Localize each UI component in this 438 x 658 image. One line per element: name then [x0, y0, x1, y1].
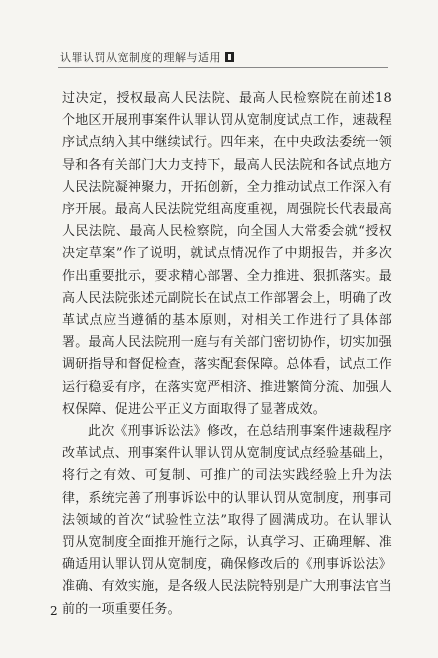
paragraph-1: 过决定，授权最高人民法院、最高人民检察院在前述18个地区开展刑事案件认罪认罚从宽制度试点工作，速裁程序试点纳入其中继续试行。四年来，在中央政法委统一领导和各有关部门大力支持下，最高人民法院和各试点地方人民法院凝神聚力，开拓创新，全力推动试点工作深入有序开展。最高人民法院党组高度重视，周强院长代表最高人民法院、最高人民检察院，向全国人大常委会就“授权决定草案”作了说明，就试点情况作了中期报告，并多次作出重要批示，要求精心部署、全力推进、狠抓落实。最高人民法院张述元副院长在试点工作部署会上，明确了改革试点应当遵循的基本原则，对相关工作进行了具体部署。最高人民法院刑一庭与有关部门密切协作，切实加强调研指导和督促检查，落实配套保障。总体看，试点工作运行稳妥有序，在落实宽严相济、推进繁简分流、加强人权保障、促进公平正义方面取得了显著成效。 [62, 91, 393, 417]
header-rule [58, 67, 388, 68]
faint-watermark-stamp [175, 500, 265, 507]
running-head [60, 49, 234, 65]
body-text [62, 88, 392, 621]
paragraph-2: 此次《刑事诉讼法》修改，在总结刑事案件速裁程序改革试点、刑事案件认罪认罚从宽制度试点经验基础上，将行之有效、可复制、可推广的司法实践经验上升为法律，系统完善了刑事诉讼中的认罪认罚从宽制度，刑事司法领域的首次“试验性立法”取得了圆满成功。在认罪认罚从宽制度全面推开施行之际，认真学习、正确理解、准确适用认罪认罚从宽制度，确保修改后的《刑事诉讼法》准确、有效实施，是各级人民法院特别是广大刑事法官当前的一项重要任务。 [62, 424, 393, 617]
chapter-marker-icon [225, 52, 234, 62]
running-title: 认罪认罚从宽制度的理解与适用 [60, 51, 221, 64]
page-number: 2 [50, 604, 58, 618]
